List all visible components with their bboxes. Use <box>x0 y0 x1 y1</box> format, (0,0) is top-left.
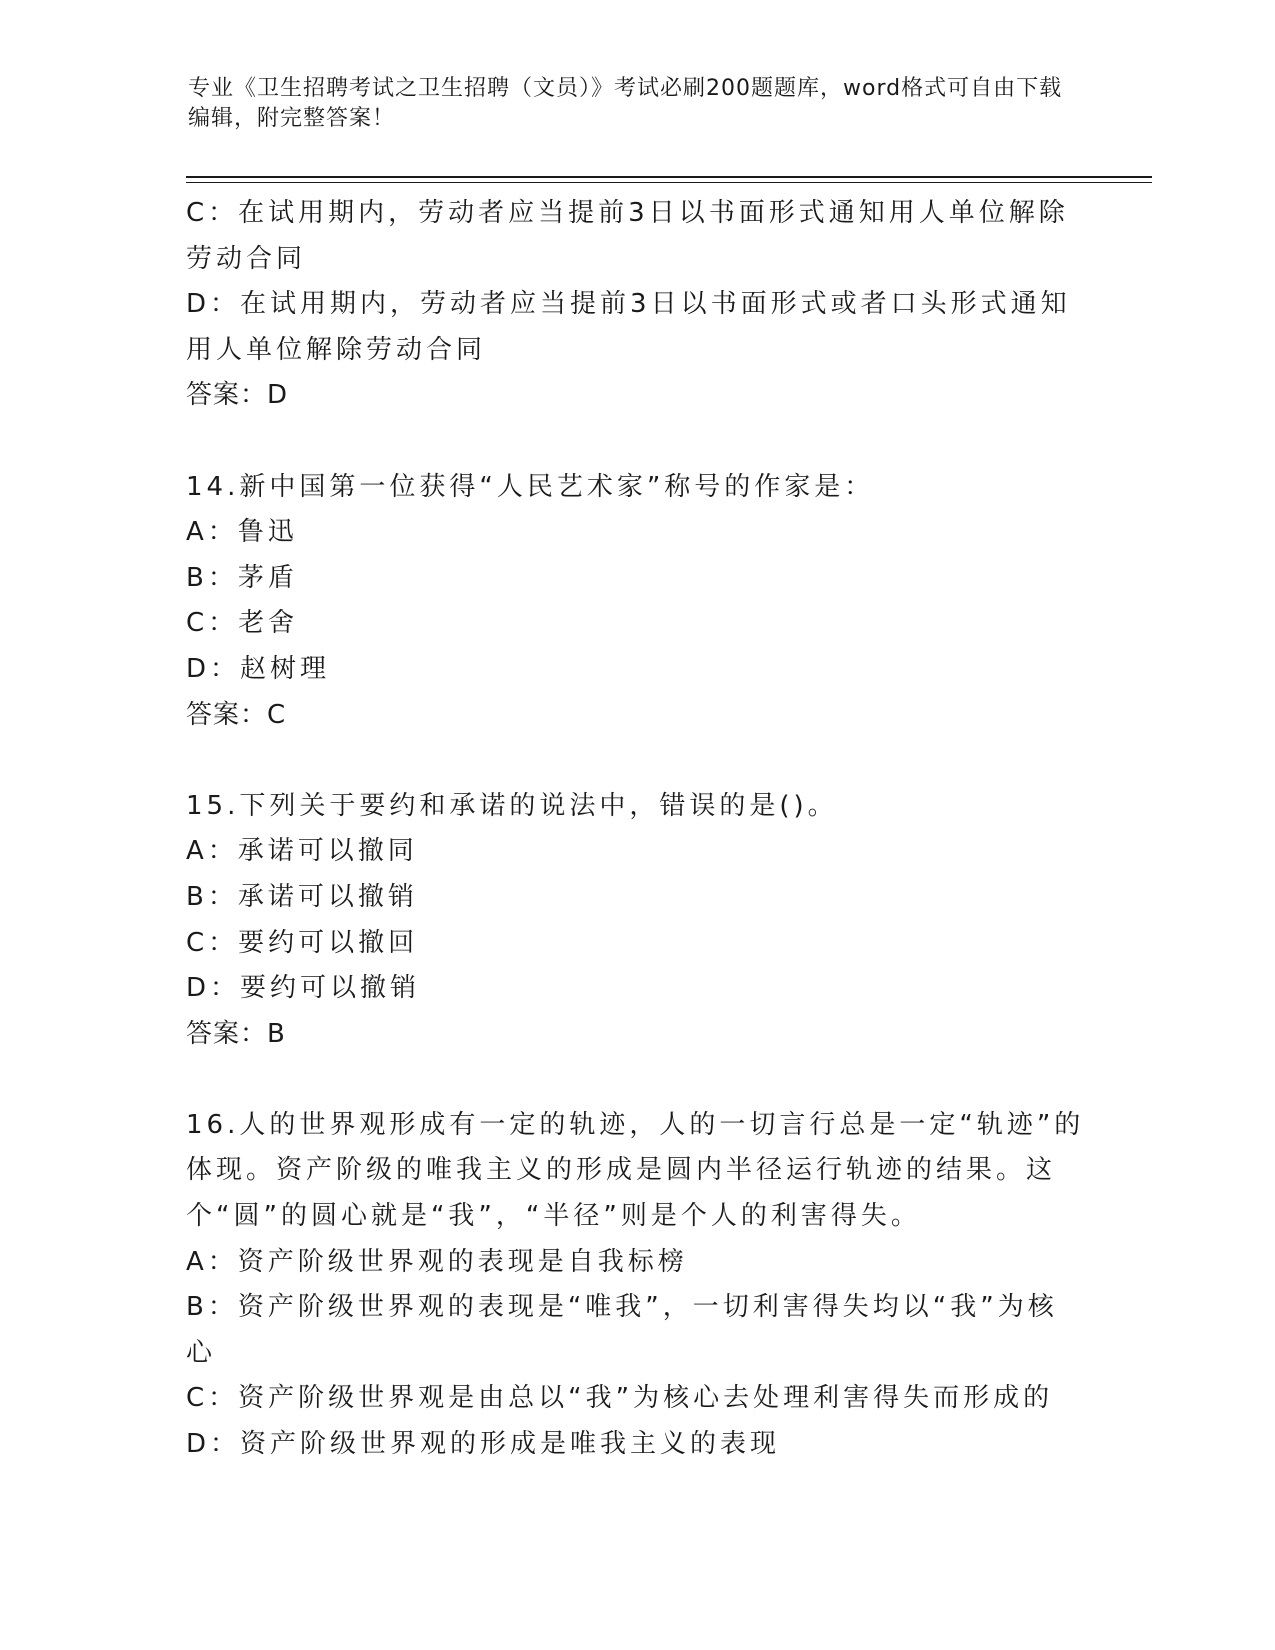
q13-option-c: C：在试用期内，劳动者应当提前3日以书面形式通知用人单位解除劳动合同 <box>186 198 1069 274</box>
q14-question: 14.新中国第一位获得“人民艺术家”称号的作家是： <box>186 471 875 502</box>
q14-option-c: C：老舍 <box>186 608 299 639</box>
spacer <box>186 1057 1086 1103</box>
q16-question: 16.人的世界观形成有一定的轨迹，人的一切言行总是一定“轨迹”的体现。资产阶级的唯我主义的形成是圆内半径运行轨迹的结果。这个“圆”的圆心就是“我”，“半径”则是个人的利害得失。 <box>186 1109 1085 1232</box>
q13-option-d: D：在试用期内，劳动者应当提前3日以书面形式或者口头形式通知用人单位解除劳动合同 <box>186 289 1071 365</box>
q13-answer: 答案：D <box>186 380 289 411</box>
q16-option-b: B：资产阶级世界观的表现是“唯我”，一切利害得失均以“我”为核心 <box>186 1292 1058 1368</box>
header-rule-thick <box>186 176 1152 178</box>
q16-option-a: A：资产阶级世界观的表现是自我标榜 <box>186 1246 688 1277</box>
q16-option-d: D：资产阶级世界观的形成是唯我主义的表现 <box>186 1429 781 1460</box>
question-content <box>186 191 1086 1468</box>
q15-answer: 答案：B <box>186 1018 286 1049</box>
q14-option-d: D：赵树理 <box>186 653 331 684</box>
document-header: 专业《卫生招聘考试之卫生招聘（文员）》考试必刷200题题库，word格式可自由下载编辑，附完整答案！ <box>188 76 1063 131</box>
q14-option-b: B：茅盾 <box>186 562 298 593</box>
q15-option-b: B：承诺可以撤销 <box>186 881 418 912</box>
q14-answer: 答案：C <box>186 699 287 730</box>
header-rule-thin <box>186 182 1152 183</box>
q16-option-c: C：资产阶级世界观是由总以“我”为核心去处理利害得失而形成的 <box>186 1383 1054 1414</box>
spacer <box>186 738 1086 784</box>
q15-option-d: D：要约可以撤销 <box>186 973 421 1004</box>
q15-option-c: C：要约可以撤回 <box>186 927 419 958</box>
spacer <box>186 419 1086 465</box>
q15-option-a: A：承诺可以撤同 <box>186 836 418 867</box>
q15-question: 15.下列关于要约和承诺的说法中，错误的是()。 <box>186 790 838 821</box>
q14-option-a: A：鲁迅 <box>186 517 298 548</box>
